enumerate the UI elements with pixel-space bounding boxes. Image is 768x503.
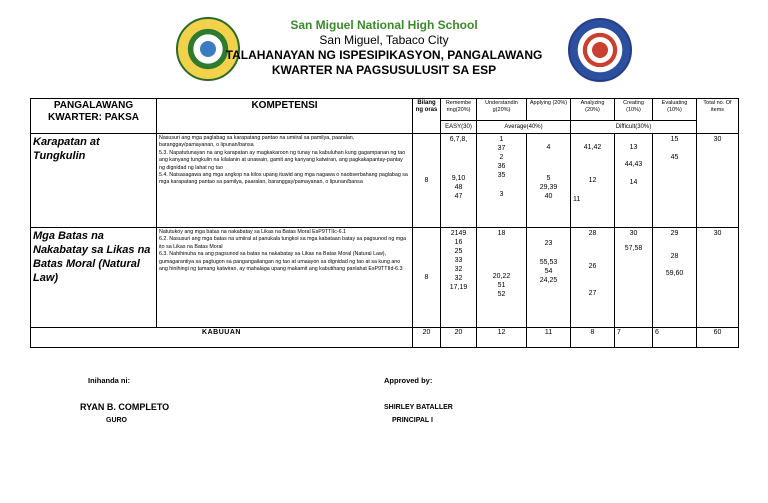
item-number: 28: [670, 253, 679, 260]
item-number: 32: [454, 266, 463, 273]
header-total: Total no. Of items: [697, 99, 739, 134]
item-number: 29: [670, 230, 679, 237]
total-evaluating: 6: [653, 328, 697, 348]
evaluating-cell: [653, 228, 697, 328]
school-name: San Miguel National High School: [290, 18, 478, 32]
analyzing-cell: [571, 228, 615, 328]
item-number: 16: [454, 239, 463, 246]
item-number: 24,25: [539, 277, 558, 284]
specification-table: [30, 98, 739, 348]
item-number: 1: [499, 136, 504, 143]
total-applying: 11: [527, 328, 571, 348]
item-number: 36: [497, 163, 506, 170]
creating-cell: [615, 134, 653, 228]
evaluating-cell: [653, 134, 697, 228]
hours-cell: 8: [413, 228, 441, 328]
kompetensi-cell: [157, 134, 413, 228]
topic-cell: Karapatan at Tungkulin: [31, 134, 157, 228]
item-number: 3: [499, 191, 504, 198]
item-number: 41,42: [583, 144, 602, 151]
kompetensi-line: 6.3. Nahihinuha na ang pagsunod sa batas na nakabatay sa Likas na Batas Moral (Natural Law), gumagarantiya sa pagtugon sa pangangailangan ng tao at umaayon sa dignidad ng tao at sa kung ano ang hinihingi ng tamang katwiran, ay mahalaga upang makamit ang kabutihang panlahat EsP9TTIId-6.3: [159, 251, 403, 273]
prepared-by-name: RYAN B. COMPLETO: [80, 402, 170, 412]
approved-by-position: PRINCIPAL I: [392, 417, 433, 424]
header-understanding: Understandin g(20%): [477, 99, 527, 121]
approved-by-label: Approved by:: [384, 376, 433, 385]
total-creating: 7: [615, 328, 653, 348]
header-evaluating: Evaluating (10%): [653, 99, 697, 121]
header-analyzing: Analyzing (20%): [571, 99, 615, 121]
header-easy: EASY(30): [441, 121, 477, 134]
item-number: 48: [454, 184, 463, 191]
header-bilang: Bilang ng oras: [413, 99, 441, 134]
item-number: 27: [588, 290, 597, 297]
header-remembering: Remembe ring(20%): [441, 99, 477, 121]
item-number: 40: [544, 193, 553, 200]
table-row: [31, 228, 739, 328]
item-number: 25: [454, 248, 463, 255]
item-number: 45: [670, 154, 679, 161]
item-number: 5: [546, 175, 551, 182]
totals-row: [31, 328, 739, 348]
item-number: 54: [544, 268, 553, 275]
header-difficult: Difficult(30%): [571, 121, 697, 134]
item-number: 57,58: [624, 245, 643, 252]
item-number: 13: [629, 144, 638, 151]
item-number: 47: [454, 193, 463, 200]
item-number: 59,60: [665, 270, 684, 277]
item-number: 44,43: [624, 161, 643, 168]
total-understanding: 12: [477, 328, 527, 348]
item-number: 52: [497, 291, 506, 298]
item-number: 18: [497, 230, 506, 237]
prepared-by-position: GURO: [106, 417, 127, 424]
understanding-cell: [477, 228, 527, 328]
approved-by-name: SHIRLEY BATALLER: [384, 404, 453, 411]
item-number: 30: [629, 230, 638, 237]
header-applying: Applying (20%): [527, 99, 571, 121]
item-number: 33: [454, 257, 463, 264]
item-number: 37: [497, 145, 506, 152]
item-number: 20,22: [492, 273, 511, 280]
item-number: 6,7,8,: [449, 136, 468, 143]
table-row: [31, 134, 739, 228]
item-number: 29,39: [539, 184, 558, 191]
applying-cell: [527, 228, 571, 328]
item-number: 9,10: [451, 175, 466, 182]
item-number: 15: [670, 136, 679, 143]
total-items: 60: [697, 328, 739, 348]
remembering-cell: [441, 228, 477, 328]
understanding-cell: [477, 134, 527, 228]
kompetensi-line: Natutukoy ang mga batas na nakabatay sa Likas na Batas Moral EsP9TTIIc-6.1: [159, 229, 346, 235]
hours-cell: 8: [413, 134, 441, 228]
document-title-line1: TALAHANAYAN NG ISPESIPIKASYON, PANGALAWANG: [225, 48, 543, 62]
kompetensi-line: 5.4. Naisasagawa ang mga angkop na kilos upang ituwid ang mga nagawa o naobserbahang paglabag sa mga karapatang pantao sa pamilya, paaralan, baranggay/pamayanan, o lipunan/bansa: [159, 172, 408, 186]
topic-cell: Mga Batas na Nakabatay sa Likas na Batas Moral (Natural Law): [31, 228, 157, 328]
item-number: 17,19: [449, 284, 468, 291]
school-city: San Miguel, Tabaco City: [319, 33, 449, 47]
kompetensi-cell: [157, 228, 413, 328]
header-creating: Creating (10%): [615, 99, 653, 121]
item-number: 26: [588, 263, 597, 270]
item-number: 23: [544, 240, 553, 247]
item-number: 12: [588, 177, 597, 184]
item-number: 35: [497, 172, 506, 179]
prepared-by-label: Inihanda ni:: [88, 376, 131, 385]
total-remembering: 20: [441, 328, 477, 348]
document-title-line2: KWARTER NA PAGSUSULUSIT SA ESP: [271, 63, 497, 77]
header-kompetensi: KOMPETENSI: [157, 99, 413, 134]
analyzing-cell: [571, 134, 615, 228]
kompetensi-line: Nasusuri ang mga paglabag sa karapatang pantao na umiiral sa pamilya, paaralan, baranggay/pamayanan, o lipunan/bansa: [159, 135, 355, 149]
kompetensi-line: 5.3. Napatutunayan na ang karapatan ay magkakaroon ng tunay na kabuluhan kung gagampanan ng tao ang kanyang tungkulin na kilalanin at unawain, gamit ang kanyang katwiran, ang pagkakapantay-pantay ng dignidad ng lahat ng tao: [159, 149, 406, 171]
item-number: 32: [454, 275, 463, 282]
header-average: Average(40%): [477, 121, 571, 134]
applying-cell: [527, 134, 571, 228]
item-number: 2149: [450, 230, 467, 237]
totals-label: KABUUAN: [31, 328, 413, 348]
total-analyzing: 8: [571, 328, 615, 348]
header-paksa: PANGALAWANG KWARTER: PAKSA: [31, 99, 157, 134]
total-cell: 30: [697, 134, 739, 228]
item-number: 4: [546, 144, 551, 151]
total-cell: 30: [697, 228, 739, 328]
item-number: 2: [499, 154, 504, 161]
creating-cell: [615, 228, 653, 328]
item-number: 55,53: [539, 259, 558, 266]
item-number: 28: [588, 230, 597, 237]
document-header: [0, 18, 768, 78]
item-number: 51: [497, 282, 506, 289]
kompetensi-line: 6.2. Nasusuri ang mga batas na umiiral at panukala tungkol sa mga kabataan batay sa pagsunod ng mga ito sa Likas na Batas Moral: [159, 236, 407, 250]
item-number: 11: [573, 196, 581, 203]
remembering-cell: [441, 134, 477, 228]
total-hours: 20: [413, 328, 441, 348]
item-number: 14: [629, 179, 638, 186]
